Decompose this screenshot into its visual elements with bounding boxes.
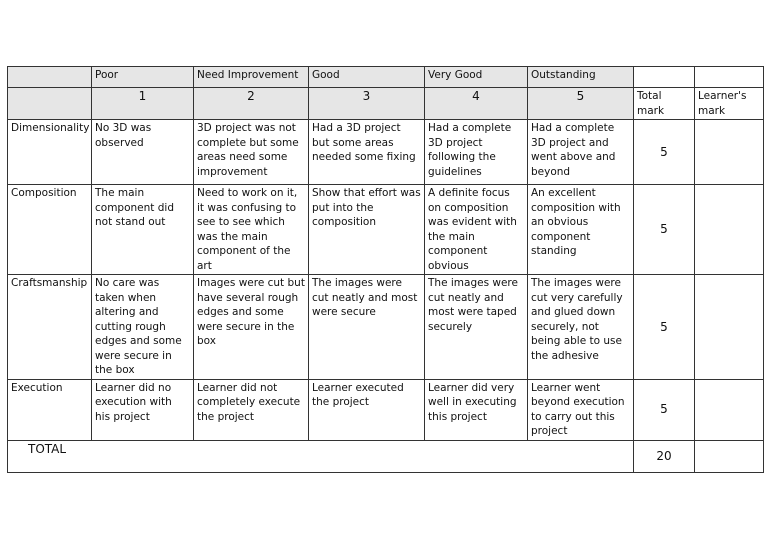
learner-total-input[interactable] (695, 440, 764, 472)
level-number-2: 2 (194, 88, 309, 120)
learner-mark-header: Learner's mark (695, 88, 764, 120)
descriptor-cell: Had a complete 3D project and went above and beyond (528, 120, 634, 185)
level-need-improvement: Need Improvement (194, 67, 309, 88)
rubric-row (8, 120, 764, 185)
criterion-label: Composition (8, 185, 92, 275)
criterion-label: Dimensionality (8, 120, 92, 185)
total-row (8, 440, 764, 472)
level-good: Good (309, 67, 425, 88)
level-very-good: Very Good (425, 67, 528, 88)
total-mark-value: 5 (634, 120, 695, 185)
header-corner-2 (8, 88, 92, 120)
descriptor-cell: Had a 3D project but some areas needed some fixing (309, 120, 425, 185)
learner-mark-input[interactable] (695, 275, 764, 380)
header-row-levels (8, 67, 764, 88)
header-blank-learner (695, 67, 764, 88)
descriptor-cell: Learner executed the project (309, 379, 425, 440)
criterion-label: Execution (8, 379, 92, 440)
descriptor-cell: The images were cut neatly and most were taped securely (425, 275, 528, 380)
learner-mark-input[interactable] (695, 379, 764, 440)
descriptor-cell: Learner did no execution with his project (92, 379, 194, 440)
descriptor-cell: The images were cut very carefully and glued down securely, not being able to use the adhesive (528, 275, 634, 380)
level-number-5: 5 (528, 88, 634, 120)
descriptor-cell: Need to work on it, it was confusing to see to see which was the main component of the art (194, 185, 309, 275)
descriptor-cell: Images were cut but have several rough edges and some were secure in the box (194, 275, 309, 380)
header-corner (8, 67, 92, 88)
criterion-label: Craftsmanship (8, 275, 92, 380)
rubric-row (8, 275, 764, 380)
total-mark-value: 5 (634, 275, 695, 380)
level-number-3: 3 (309, 88, 425, 120)
descriptor-cell: Learner went beyond execution to carry out this project (528, 379, 634, 440)
rubric-table (7, 66, 764, 473)
learner-mark-input[interactable] (695, 120, 764, 185)
descriptor-cell: Learner did very well in executing this project (425, 379, 528, 440)
descriptor-cell: The main component did not stand out (92, 185, 194, 275)
total-mark-header: Total mark (634, 88, 695, 120)
descriptor-cell: No care was taken when altering and cutting rough edges and some were secure in the box (92, 275, 194, 380)
descriptor-cell: A definite focus on composition was evident with the main component obvious (425, 185, 528, 275)
descriptor-cell: 3D project was not complete but some areas need some improvement (194, 120, 309, 185)
level-outstanding: Outstanding (528, 67, 634, 88)
rubric-row (8, 185, 764, 275)
descriptor-cell: Learner did not completely execute the project (194, 379, 309, 440)
level-poor: Poor (92, 67, 194, 88)
total-label: TOTAL (8, 440, 634, 472)
level-number-1: 1 (92, 88, 194, 120)
total-mark-value: 5 (634, 379, 695, 440)
rubric-row (8, 379, 764, 440)
level-number-4: 4 (425, 88, 528, 120)
descriptor-cell: An excellent composition with an obvious component standing (528, 185, 634, 275)
header-row-numbers (8, 88, 764, 120)
total-value: 20 (634, 440, 695, 472)
descriptor-cell: Show that effort was put into the composition (309, 185, 425, 275)
total-mark-value: 5 (634, 185, 695, 275)
descriptor-cell: No 3D was observed (92, 120, 194, 185)
descriptor-cell: The images were cut neatly and most were secure (309, 275, 425, 380)
descriptor-cell: Had a complete 3D project following the guidelines (425, 120, 528, 185)
learner-mark-input[interactable] (695, 185, 764, 275)
header-blank-total (634, 67, 695, 88)
